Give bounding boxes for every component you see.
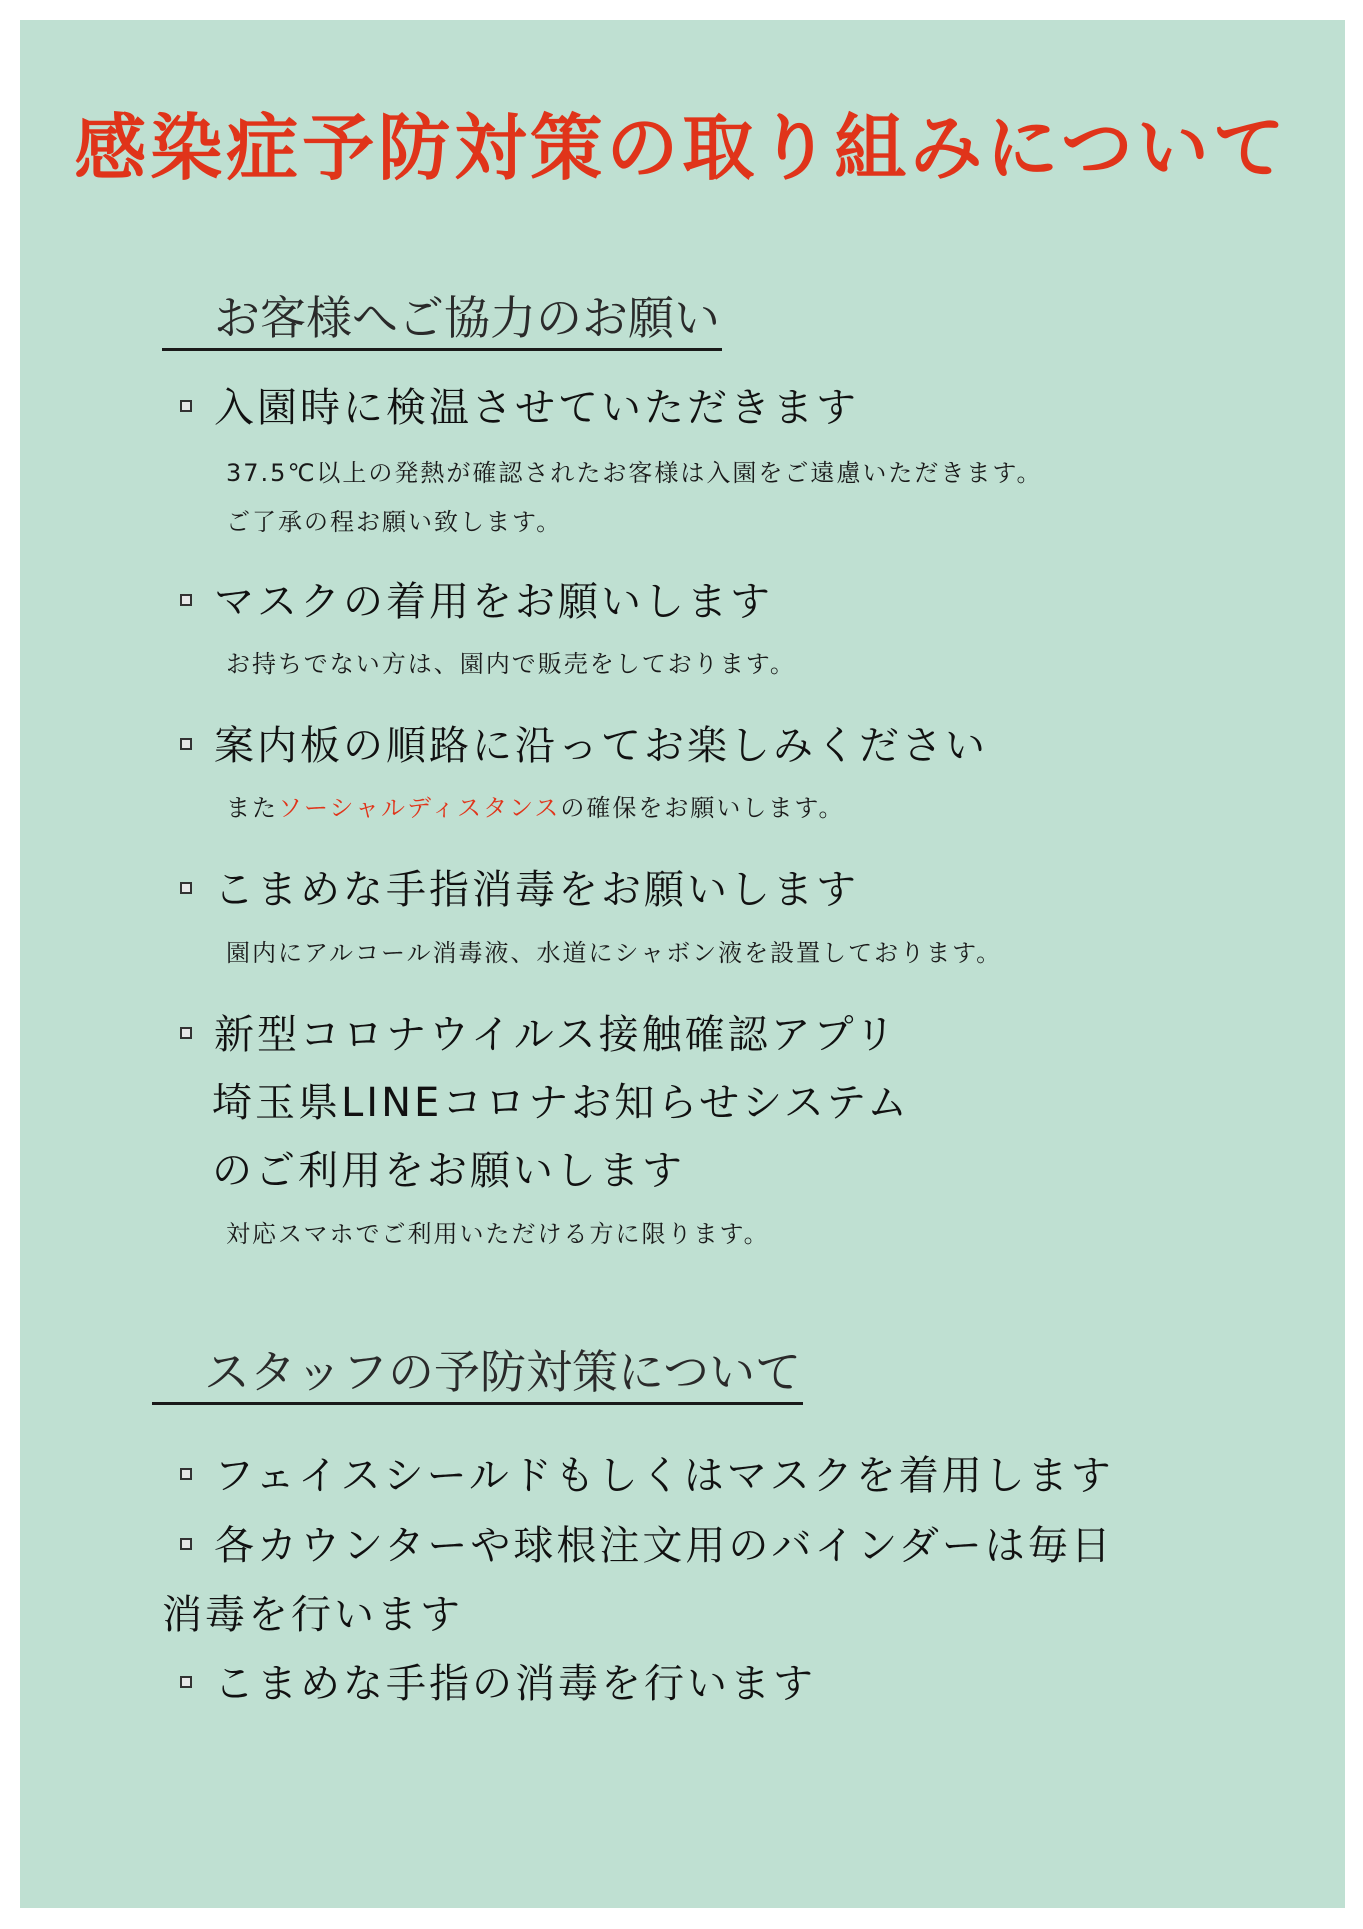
- bullet-icon: [180, 1538, 192, 1550]
- staff-item: [180, 1656, 816, 1712]
- staff-item-text: フェイスシールドもしくはマスクを着用します: [214, 1453, 1114, 1499]
- customer-item-mask: [180, 574, 773, 630]
- note-prefix: また: [226, 794, 278, 822]
- customer-item-text: 新型コロナウイルス接触確認アプリ: [214, 1012, 898, 1058]
- staff-item: [180, 1448, 1114, 1504]
- staff-item-text: 消毒を行います: [162, 1592, 463, 1638]
- note-highlight: ソーシャルディスタンス: [278, 794, 561, 822]
- customer-item-note: ご了承の程お願い致します。: [226, 508, 563, 536]
- staff-item: [180, 1518, 1114, 1574]
- bullet-icon: [180, 1468, 192, 1480]
- bullet-icon: [180, 738, 192, 750]
- customer-item-text: 入園時に検温させていただきます: [214, 385, 859, 431]
- customer-item-note: 園内にアルコール消毒液、水道にシャボン液を設置しております。: [226, 939, 1003, 967]
- customer-item-note: お持ちでない方は、園内で販売をしております。: [226, 650, 796, 678]
- staff-item-text: こまめな手指の消毒を行います: [214, 1661, 816, 1707]
- customer-item-text: のご利用をお願いします: [212, 1148, 685, 1194]
- staff-section-heading: スタッフの予防対策について: [152, 1342, 803, 1405]
- page-title: 感染症予防対策の取り組みについて: [74, 106, 1289, 190]
- customer-item-text: こまめな手指消毒をお願いします: [214, 867, 859, 913]
- bullet-icon: [180, 882, 192, 894]
- customer-item-note: 対応スマホでご利用いただける方に限ります。: [226, 1220, 770, 1248]
- note-suffix: の確保をお願いします。: [560, 794, 845, 822]
- staff-item-text: 各カウンターや球根注文用のバインダーは毎日: [214, 1523, 1114, 1569]
- bullet-icon: [180, 1676, 192, 1688]
- customer-item-disinfect: [180, 862, 859, 918]
- customer-item-note: 37.5℃以上の発熱が確認されたお客様は入園をご遠慮いただきます。: [226, 459, 1043, 487]
- customer-item-text: マスクの着用をお願いします: [214, 579, 773, 625]
- customer-item-text: 案内板の順路に沿ってお楽しみください: [214, 723, 988, 769]
- bullet-icon: [180, 400, 192, 412]
- customer-item-note: [226, 790, 845, 826]
- customer-item-route: [180, 718, 988, 774]
- customer-item-text: 埼玉県LINEコロナお知らせシステム: [212, 1080, 911, 1126]
- customer-item-temperature: [180, 380, 859, 436]
- customer-item-app: [180, 1007, 898, 1063]
- customer-section-heading: お客様へご協力のお願い: [162, 288, 722, 351]
- bullet-icon: [180, 594, 192, 606]
- bullet-icon: [180, 1027, 192, 1039]
